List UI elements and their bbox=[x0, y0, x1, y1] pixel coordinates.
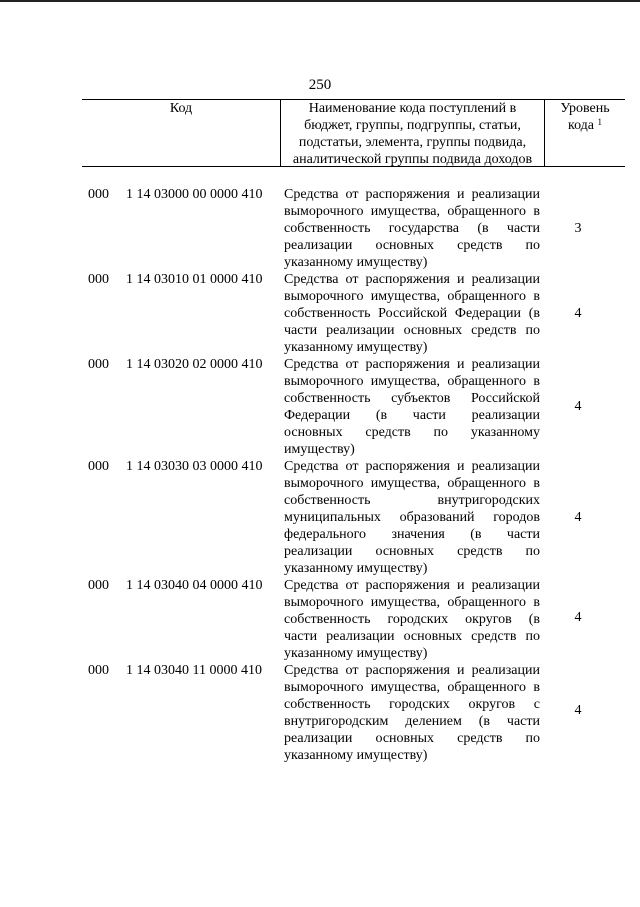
name-line: Средства от распоряжения и реализации bbox=[284, 357, 540, 372]
header-name bbox=[281, 100, 544, 168]
income-name bbox=[284, 271, 540, 356]
header-code: Код bbox=[169, 101, 193, 116]
name-line: выморочного имущества, обращенного в bbox=[284, 680, 540, 695]
header-level-line bbox=[545, 117, 625, 134]
name-line: Средства от распоряжения и реализации bbox=[284, 663, 540, 678]
income-name bbox=[284, 662, 540, 764]
name-line: Средства от распоряжения и реализации bbox=[284, 187, 540, 202]
header-level-word: кода bbox=[567, 118, 595, 133]
budget-code: 1 14 03000 00 0000 410 bbox=[126, 187, 263, 202]
code-level: 4 bbox=[574, 306, 582, 321]
budget-code: 1 14 03030 03 0000 410 bbox=[126, 459, 263, 474]
name-line: выморочного имущества, обращенного в bbox=[284, 476, 540, 491]
code-level: 4 bbox=[574, 510, 582, 525]
name-line: части реализации основных средств по bbox=[284, 323, 540, 338]
name-line: основных средств по указанному bbox=[284, 425, 540, 440]
name-line: собственность субъектов Российской bbox=[284, 391, 540, 406]
name-line: собственность государства (в части bbox=[284, 221, 540, 236]
name-line: части реализации основных средств по bbox=[284, 629, 540, 644]
income-name bbox=[284, 186, 540, 271]
admin-code: 000 bbox=[88, 578, 109, 593]
name-line: Средства от распоряжения и реализации bbox=[284, 272, 540, 287]
code-level: 3 bbox=[574, 221, 582, 236]
name-line: Федерации (в части реализации bbox=[284, 408, 540, 423]
name-line: указанному имуществу) bbox=[284, 255, 428, 270]
budget-code: 1 14 03040 04 0000 410 bbox=[126, 578, 263, 593]
header-level bbox=[545, 100, 625, 134]
name-line: федерального значения (в части bbox=[284, 527, 540, 542]
name-line: внутригородским делением (в части bbox=[284, 714, 540, 729]
name-line: муниципальных образований городов bbox=[284, 510, 540, 525]
name-line: собственность внутригородских bbox=[284, 493, 540, 508]
name-line: указанному имуществу) bbox=[284, 561, 428, 576]
name-line: реализации основных средств по bbox=[284, 544, 540, 559]
name-line: выморочного имущества, обращенного в bbox=[284, 374, 540, 389]
header-footnote-marker: 1 bbox=[597, 117, 603, 127]
budget-code: 1 14 03020 02 0000 410 bbox=[126, 357, 263, 372]
admin-code: 000 bbox=[88, 459, 109, 474]
income-name bbox=[284, 356, 540, 458]
name-line: имуществу) bbox=[284, 442, 355, 457]
header-name-line: бюджет, группы, подгруппы, статьи, bbox=[304, 118, 521, 133]
header-level-line: Уровень bbox=[560, 101, 610, 116]
name-line: собственность городских округов с bbox=[284, 697, 540, 712]
name-line: выморочного имущества, обращенного в bbox=[284, 595, 540, 610]
header-name-line: подстатьи, элемента, группы подвида, bbox=[298, 135, 527, 150]
scan-top-edge bbox=[0, 0, 640, 2]
name-line: выморочного имущества, обращенного в bbox=[284, 289, 540, 304]
name-line: выморочного имущества, обращенного в bbox=[284, 204, 540, 219]
admin-code: 000 bbox=[88, 272, 109, 287]
name-line: указанному имуществу) bbox=[284, 646, 428, 661]
code-level: 4 bbox=[574, 703, 582, 718]
code-level: 4 bbox=[574, 399, 582, 414]
name-line: Средства от распоряжения и реализации bbox=[284, 578, 540, 593]
name-line: собственность Российской Федерации (в bbox=[284, 306, 540, 321]
header-name-line: аналитической группы подвида доходов bbox=[292, 152, 533, 167]
header-name-line: Наименование кода поступлений в bbox=[308, 101, 517, 116]
budget-code: 1 14 03010 01 0000 410 bbox=[126, 272, 263, 287]
income-name bbox=[284, 458, 540, 577]
code-level: 4 bbox=[574, 610, 582, 625]
budget-code: 1 14 03040 11 0000 410 bbox=[126, 663, 262, 678]
name-line: указанному имуществу) bbox=[284, 340, 428, 355]
name-line: Средства от распоряжения и реализации bbox=[284, 459, 540, 474]
name-line: реализации основных средств по bbox=[284, 731, 540, 746]
name-line: реализации основных средств по bbox=[284, 238, 540, 253]
admin-code: 000 bbox=[88, 357, 109, 372]
page-number: 250 bbox=[308, 77, 332, 93]
admin-code: 000 bbox=[88, 663, 109, 678]
admin-code: 000 bbox=[88, 187, 109, 202]
name-line: собственность городских округов (в bbox=[284, 612, 540, 627]
income-name bbox=[284, 577, 540, 662]
name-line: указанному имуществу) bbox=[284, 748, 428, 763]
